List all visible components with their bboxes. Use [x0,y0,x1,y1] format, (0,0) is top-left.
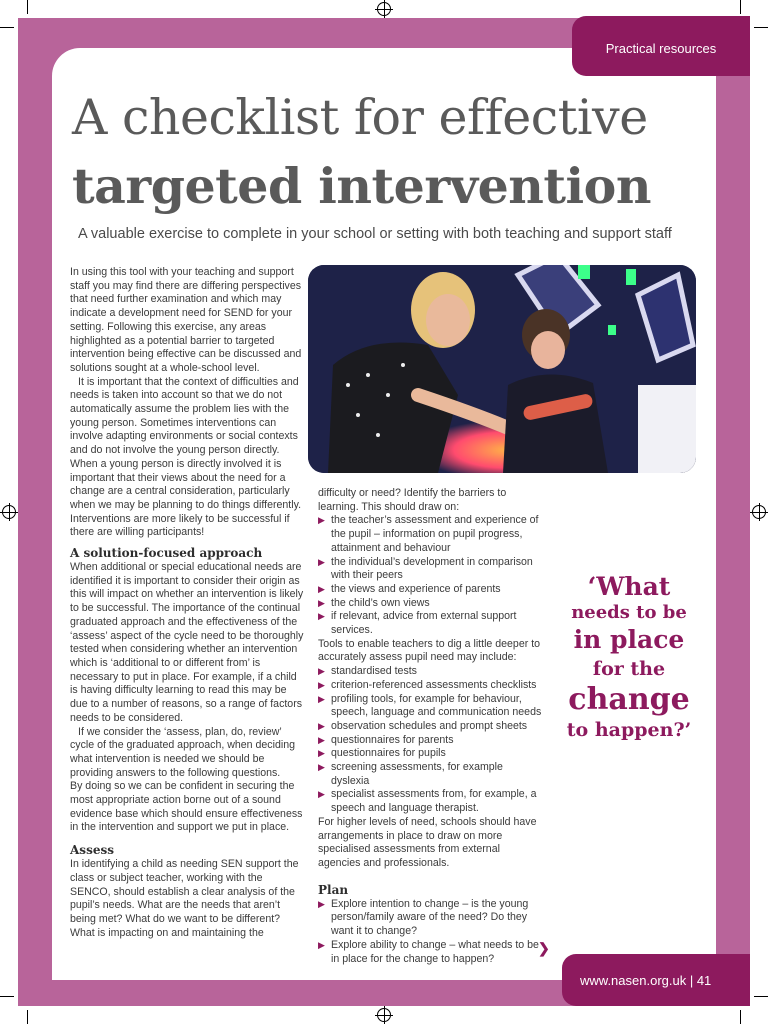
intro-paragraph-2: It is important that the context of difficulties and needs is taken into account so that we do not automatically assume the problem lies with the young person. Sometimes interventions can involve adapting environments or social contexts and do not involve the young person directly. When a young person is directly involved it is important that their views about the need for a change are a central consideration, particularly when we may be planning to do things differently. Interventions are more likely to be successful if there are willing participants! [70,375,302,539]
list-item: ▶ specialist assessments from, for example, a speech and language therapist. [318,788,544,815]
assess-paragraph-1: In identifying a child as needing SEN support the class or subject teacher, working with the SENCO, should establish a clear analysis of the pupil’s needs. What are the needs that aren’t being met? What do we want to be different? What is impacting on and maintaining the [70,858,299,939]
title-line-2: targeted intervention [72,157,651,215]
list-item: ▶ the child’s own views [318,597,544,611]
quote-line: for the [592,658,666,680]
list-item: ▶ standardised tests [318,665,544,679]
list-item: ▶ the views and experience of parents [318,583,544,597]
list-item: ▶ questionnaires for parents [318,734,544,748]
continue-arrow-icon: ❯ [538,940,550,956]
list-item: ▶ screening assessments, for example dyslexia [318,761,544,788]
heading-solution-focused: A solution-focused approach [70,546,263,561]
column-2 [318,487,544,966]
heading-assess: Assess [70,843,114,858]
solution-paragraph-1: When additional or special educational needs are identified it is important to consider their origin as this will impact on whether an intervention is likely to be successful. The importance of the continual graduated approach and the effectiveness of the ‘assess’ aspect of the cycle need to be thoroughly tested when considering whether an intervention which is ‘additional to or different from’ is necessary to put in place. For example, if a child is having difficulty learning to read this may be due to a number of reasons, so a range of factors needs to be considered. [70,561,304,724]
tools-list [318,665,544,816]
list-item: ▶ criterion-referenced assessments checklists [318,679,544,693]
registration-mark-icon [377,2,391,16]
quote-line: in place [573,625,685,654]
pull-quote [558,572,700,742]
tools-paragraph: Tools to enable teachers to dig a little deeper to accurately assess pupil need may include: [318,637,541,664]
list-item: ▶ observation schedules and prompt sheets [318,720,544,734]
quote-line: needs to be [571,602,687,623]
plan-list [318,898,544,967]
subtitle: A valuable exercise to complete in your school or setting with both teaching and support staff [78,226,672,242]
assess-continued-paragraph: difficulty or need? Identify the barriers to learning. This should draw on: [318,487,507,513]
page-title [72,86,712,218]
quote-line: change [568,682,690,717]
registration-mark-icon [377,1008,391,1022]
registration-mark-icon [752,505,766,519]
registration-mark-icon [2,505,16,519]
list-item: ▶ if relevant, advice from external support services. [318,610,544,637]
quote-line: to happen?’ [566,719,692,741]
sensory-room-photo [308,265,696,473]
quote-line: ‘What [587,572,671,601]
solution-paragraph-3: By doing so we can be confident in securing the most appropriate action borne out of a sound evidence base which should ensure effectiveness in the intervention and support we put in place. [70,780,303,834]
list-item: ▶ questionnaires for pupils [318,747,544,761]
column-1 [70,266,304,940]
list-item: ▶ Explore ability to change – what needs to be in place for the change to happen? [318,939,544,966]
heading-plan: Plan [318,882,349,897]
list-item: ▶ profiling tools, for example for behaviour, speech, language and communication needs [318,693,544,720]
list-item: ▶ Explore intention to change – is the young person/family aware of the need? Do they want it to change? [318,898,544,939]
intro-paragraph-1: In using this tool with your teaching and support staff you may find there are differing perspectives that need further examination and which may indicate a development need for SEND for your setting. Following this exercise, any areas highlighted as a potential barrier to targeted intervention being effective can be discussed and solutions sought at a whole-school level. [70,266,302,374]
list-item: ▶ the individual’s development in comparison with their peers [318,556,544,583]
draw-on-list [318,514,544,637]
footer-page-ref: www.nasen.org.uk | 41 [562,954,750,1006]
solution-paragraph-2: If we consider the ‘assess, plan, do, review’ cycle of the graduated approach, when deciding what intervention is needed we should be providing answers to the following questions. [70,725,295,779]
higher-needs-paragraph: For higher levels of need, schools should have arrangements in place to draw on more specialised assessments from external agencies and professionals. [318,815,537,869]
title-line-1: A checklist for effective [72,89,648,146]
section-tag: Practical resources [572,16,750,76]
article-photo [308,265,696,473]
list-item: ▶ the teacher’s assessment and experience of the pupil – information on pupil progress, attainment and behaviour [318,514,544,555]
